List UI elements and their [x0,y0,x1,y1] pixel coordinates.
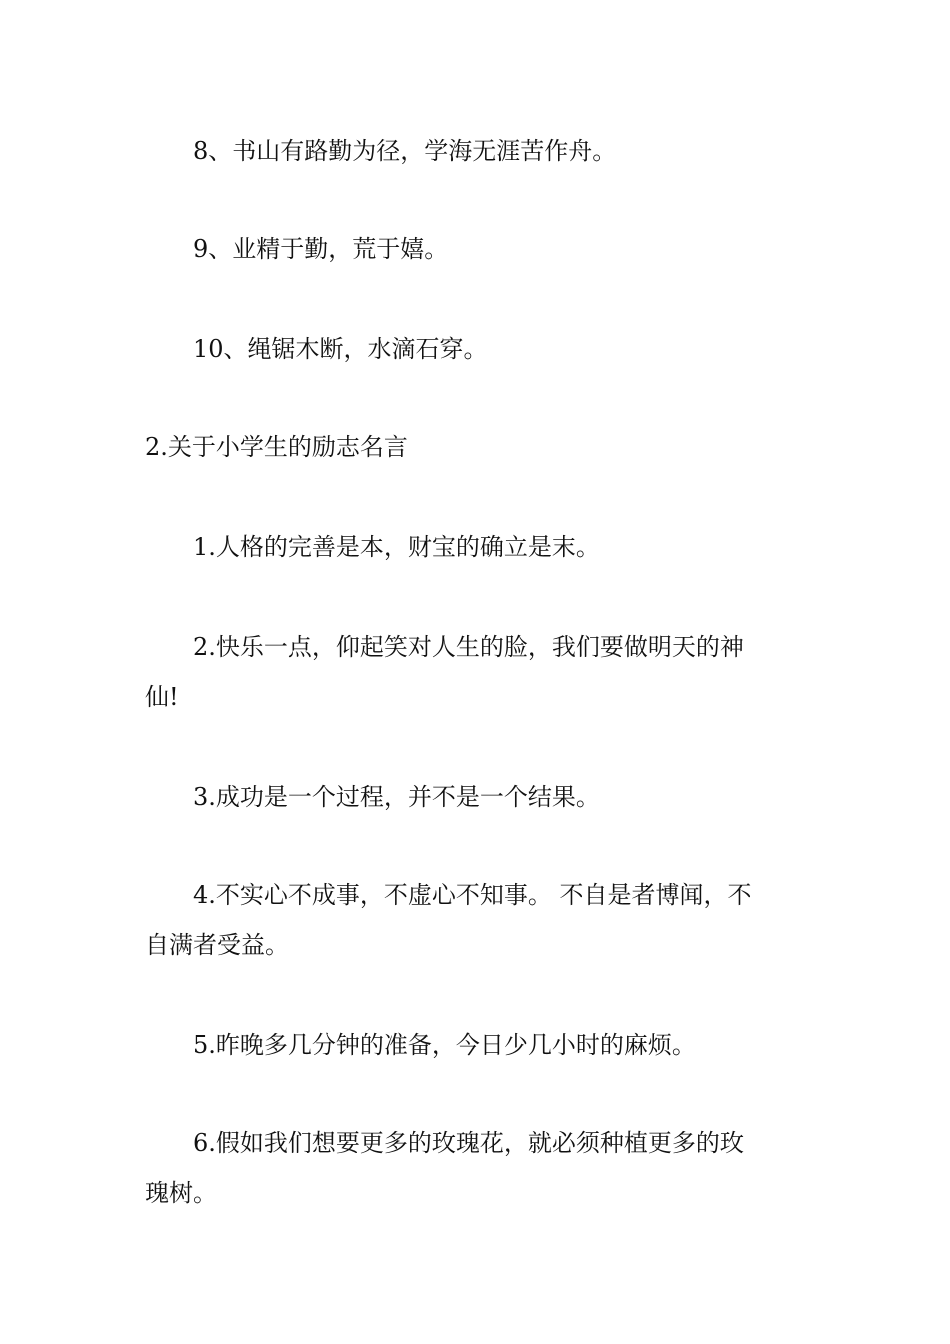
quote-8: 8、书山有路勤为径，学海无涯苦作舟。 [193,137,617,165]
quote-4-line-1: 4.不实心不成事，不虚心不知事。 不自是者博闻，不 [193,881,752,909]
quote-3: 3.成功是一个过程，并不是一个结果。 [193,783,600,811]
quote-2-line-2: 仙! [145,683,179,711]
quote-5: 5.昨晚多几分钟的准备，今日少几小时的麻烦。 [193,1031,696,1059]
quote-9: 9、业精于勤，荒于嬉。 [193,235,449,263]
quote-2-line-1: 2.快乐一点，仰起笑对人生的脸，我们要做明天的神 [193,633,744,661]
quote-1: 1.人格的完善是本，财宝的确立是末。 [193,533,600,561]
quote-6-line-2: 瑰树。 [145,1179,217,1207]
quote-10: 10、绳锯木断，水滴石穿。 [193,335,488,363]
quote-4-line-2: 自满者受益。 [145,931,289,959]
section-heading: 2.关于小学生的励志名言 [145,433,408,461]
quote-6-line-1: 6.假如我们想要更多的玫瑰花，就必须种植更多的玫 [193,1129,744,1157]
